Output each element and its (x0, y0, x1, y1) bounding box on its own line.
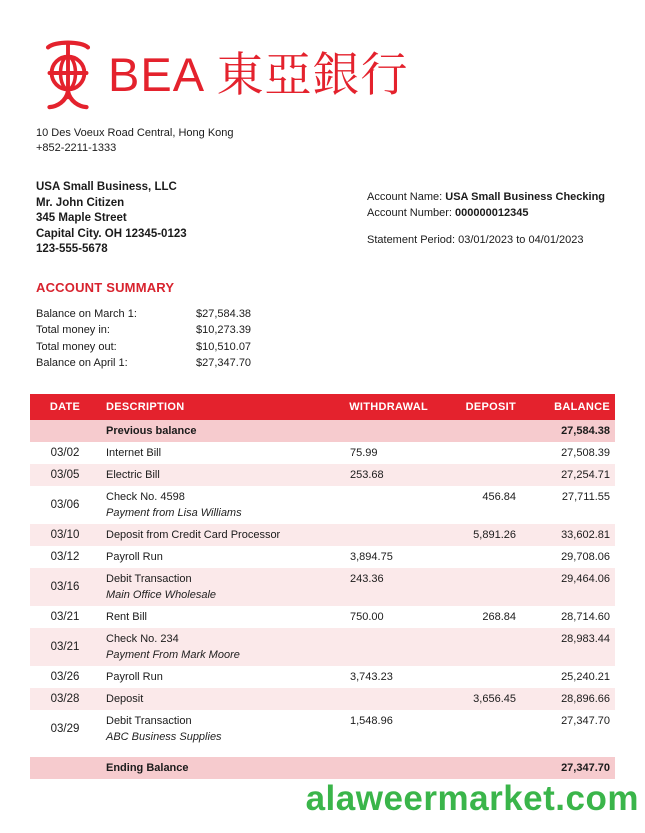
cell-date: 03/02 (50, 446, 80, 459)
cell-date: 03/26 (50, 670, 80, 683)
cell-balance: 27,508.39 (561, 446, 610, 459)
summary-row (36, 339, 645, 356)
account-summary-title: ACCOUNT SUMMARY (36, 279, 175, 295)
transaction-row (30, 524, 615, 546)
cell-date: 03/29 (50, 722, 80, 735)
transaction-row (30, 666, 615, 688)
cell-deposit (433, 666, 521, 688)
transactions-table (30, 394, 615, 779)
description-text: Deposit from Credit Card Processor (106, 528, 281, 541)
transaction-row (30, 568, 615, 606)
info-row (36, 180, 609, 258)
cell-withdrawal: 243.36 (350, 572, 384, 585)
description-text: Check No. 4598 (106, 490, 185, 503)
transaction-row (30, 710, 615, 748)
account-number-label: Account Number: (367, 207, 456, 219)
summary-label: Total money out: (36, 340, 117, 353)
cell-date: 03/10 (50, 528, 80, 541)
description-note: ABC Business Supplies (106, 730, 222, 743)
cell-balance: 25,240.21 (561, 670, 610, 683)
cell-withdrawal: 1,548.96 (350, 714, 393, 727)
cell-deposit (433, 464, 521, 486)
description-text: Deposit (106, 692, 144, 705)
transaction-row (30, 420, 615, 442)
cell-balance: 33,602.81 (561, 528, 610, 541)
account-info-block (367, 189, 609, 258)
cell-description (100, 420, 320, 442)
cell-date: 03/06 (50, 498, 80, 511)
transaction-row (30, 546, 615, 568)
cell-balance: 27,347.70 (561, 761, 610, 774)
cell-date: 03/12 (50, 550, 80, 563)
account-number-line (367, 205, 609, 221)
customer-city: Capital City. OH 12345-0123 (36, 227, 187, 240)
cell-description (100, 568, 320, 606)
cell-deposit (433, 628, 521, 666)
cell-balance: 27,254.71 (561, 468, 610, 481)
cell-withdrawal: 253.68 (350, 468, 384, 481)
cell-balance: 27,711.55 (561, 490, 610, 503)
transaction-row (30, 757, 615, 779)
cell-description (100, 688, 320, 710)
summary-label: Balance on March 1: (36, 307, 137, 320)
cell-description (100, 666, 320, 688)
spacer-row (30, 748, 615, 757)
cell-description (100, 486, 320, 524)
transaction-row (30, 628, 615, 666)
cell-balance: 28,983.44 (561, 632, 610, 645)
customer-address-block (36, 180, 187, 258)
cell-withdrawal (320, 688, 433, 710)
cell-description (100, 464, 320, 486)
description-text: Internet Bill (106, 446, 162, 459)
description-text: Debit Transaction (106, 572, 192, 585)
cell-balance: 29,708.06 (561, 550, 610, 563)
account-summary-table (36, 306, 645, 372)
cell-deposit (433, 568, 521, 606)
cell-description (100, 710, 320, 748)
spacer-cell (30, 748, 615, 757)
description-text: Ending Balance (106, 761, 189, 774)
transaction-row (30, 486, 615, 524)
cell-deposit (433, 442, 521, 464)
summary-label: Balance on April 1: (36, 357, 128, 369)
transactions-body (30, 420, 615, 779)
summary-value: $10,510.07 (196, 340, 252, 353)
cell-date (30, 420, 100, 442)
description-text: Rent Bill (106, 610, 147, 623)
transaction-row (30, 606, 615, 628)
cell-date: 03/21 (50, 640, 80, 653)
cell-balance: 27,584.38 (561, 424, 610, 437)
table-header-row (30, 394, 615, 420)
description-text: Electric Bill (106, 468, 160, 481)
cell-deposit: 456.84 (482, 490, 516, 503)
cell-deposit: 3,656.45 (473, 692, 516, 705)
watermark-site-name: alaweermarket.com (305, 779, 639, 818)
transaction-row (30, 688, 615, 710)
cell-deposit (433, 546, 521, 568)
description-note: Main Office Wholesale (106, 588, 217, 601)
cell-description (100, 628, 320, 666)
summary-value: $27,584.38 (196, 307, 252, 320)
cell-withdrawal (320, 420, 433, 442)
cell-deposit: 5,891.26 (473, 528, 516, 541)
description-text: Payroll Run (106, 670, 163, 683)
cell-balance: 27,347.70 (561, 714, 610, 727)
cell-date: 03/05 (50, 468, 80, 481)
account-name-label: Account Name: (367, 191, 446, 203)
description-text: Payroll Run (106, 550, 163, 563)
bank-address-block (36, 126, 645, 156)
cell-withdrawal (320, 486, 433, 524)
account-number-value: 000000012345 (455, 207, 529, 219)
statement-period-label: Statement Period: (367, 234, 459, 246)
cell-date: 03/16 (50, 580, 80, 593)
bea-globe-emblem-icon (36, 36, 100, 110)
cell-date: 03/21 (50, 610, 80, 623)
cell-deposit: 268.84 (482, 610, 516, 623)
cell-date: 03/28 (50, 692, 80, 705)
cell-withdrawal: 3,894.75 (350, 550, 393, 563)
cell-description (100, 524, 320, 546)
cell-description (100, 546, 320, 568)
col-header-withdrawal: WITHDRAWAL (320, 394, 433, 420)
summary-value: $10,273.39 (196, 324, 252, 336)
transaction-row (30, 442, 615, 464)
cell-withdrawal: 3,743.23 (350, 670, 393, 683)
col-header-description: DESCRIPTION (100, 394, 320, 420)
cell-description (100, 606, 320, 628)
cell-withdrawal (320, 524, 433, 546)
summary-row (36, 322, 645, 339)
col-header-date: DATE (30, 394, 100, 420)
cell-withdrawal (320, 757, 433, 779)
cell-balance: 28,714.60 (561, 610, 610, 623)
statement-period-line (367, 232, 609, 248)
cell-description (100, 757, 320, 779)
customer-phone: 123-555-5678 (36, 243, 108, 255)
cell-deposit (433, 757, 521, 779)
cell-balance: 29,464.06 (561, 572, 610, 585)
cell-withdrawal (320, 628, 433, 666)
transaction-row (30, 464, 615, 486)
bank-logo (0, 0, 645, 110)
col-header-deposit: DEPOSIT (433, 394, 521, 420)
cell-withdrawal: 75.99 (350, 446, 378, 459)
description-note: Payment from Lisa Williams (106, 506, 242, 519)
summary-row (36, 306, 645, 323)
customer-name: USA Small Business, LLC (36, 181, 177, 193)
cell-date (30, 757, 100, 779)
bank-logo-text: BEA 東亞銀行 (108, 47, 409, 101)
cell-description (100, 442, 320, 464)
description-text: Check No. 234 (106, 632, 179, 645)
bank-phone: +852-2211-1333 (36, 142, 117, 154)
summary-label: Total money in: (36, 324, 110, 336)
description-note: Payment From Mark Moore (106, 648, 240, 661)
summary-value: $27,347.70 (196, 357, 252, 369)
customer-street: 345 Maple Street (36, 212, 127, 224)
cell-deposit (433, 420, 521, 442)
description-text: Previous balance (106, 424, 197, 437)
statement-period-value: 03/01/2023 to 04/01/2023 (458, 234, 584, 246)
cell-withdrawal: 750.00 (350, 610, 384, 623)
description-text: Debit Transaction (106, 714, 192, 727)
bank-address-line: 10 Des Voeux Road Central, Hong Kong (36, 127, 234, 139)
account-name-value: USA Small Business Checking (445, 191, 606, 203)
summary-row (36, 355, 645, 372)
cell-balance: 28,896.66 (561, 692, 610, 705)
cell-deposit (433, 710, 521, 748)
account-name-line (367, 189, 609, 205)
col-header-balance: BALANCE (521, 394, 615, 420)
customer-contact: Mr. John Citizen (36, 196, 125, 209)
